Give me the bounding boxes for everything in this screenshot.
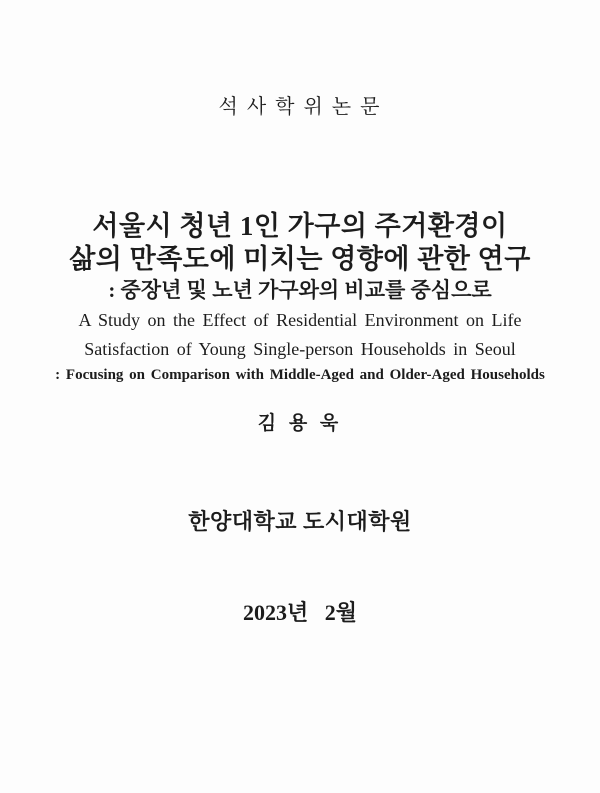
english-subtitle: : Focusing on Comparison with Middle-Aged and Older-Aged Households	[55, 367, 545, 383]
english-title	[0, 306, 600, 363]
institution-name: 한양대학교 도시대학원	[188, 509, 412, 534]
korean-title-line1: 서울시 청년 1인 가구의 주거환경이	[92, 211, 508, 241]
korean-title-line2: 삶의 만족도에 미치는 영향에 관한 연구	[69, 244, 531, 274]
publication-date: 2023년 2월	[242, 600, 357, 625]
author-name: 김 용 욱	[257, 413, 343, 434]
thesis-type-label: 석 사 학 위 논 문	[218, 96, 382, 118]
korean-subtitle: : 중장년 및 노년 가구와의 비교를 중심으로	[108, 278, 492, 302]
english-title-line2: Satisfaction of Young Single-person Households in Seoul	[84, 338, 516, 359]
english-title-line1: A Study on the Effect of Residential Environment on Life	[78, 310, 522, 330]
korean-title	[0, 210, 600, 276]
